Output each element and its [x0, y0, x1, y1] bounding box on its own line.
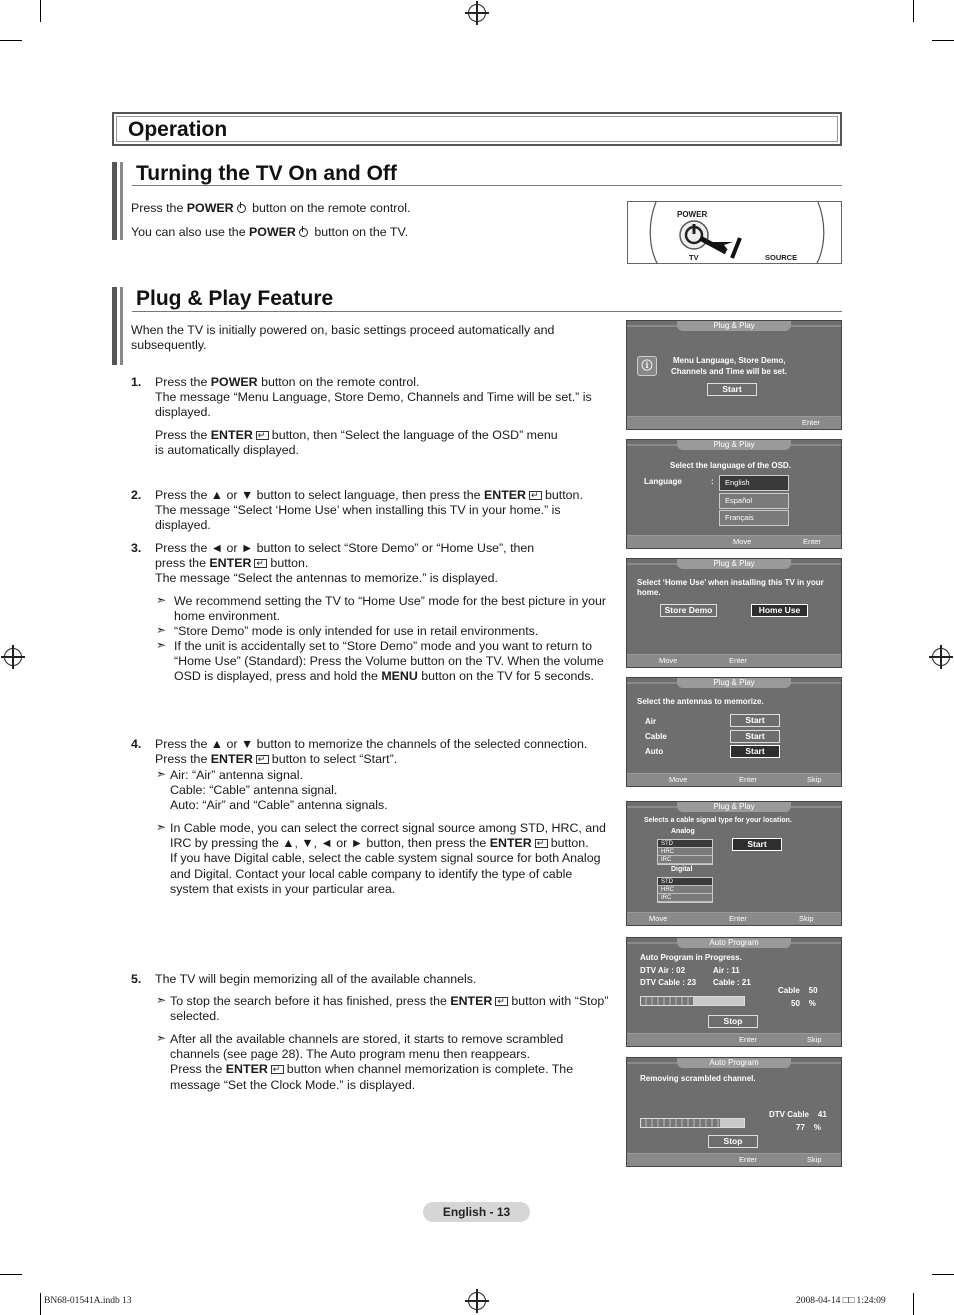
progress-percent: 77 % — [796, 1123, 821, 1132]
step-5-note-1: To stop the search before it has finished, press the ENTER↵ button with “Stop” selected. — [170, 994, 615, 1024]
step-3-note-1: We recommend setting the TV to “Home Use” mode for the best picture in your home environment. — [174, 594, 607, 624]
analog-signal-list[interactable] — [657, 839, 713, 865]
osd2-move-hint: Move — [733, 537, 752, 546]
scramble-removal-progress-bar — [640, 1118, 745, 1128]
language-label: Language — [644, 477, 682, 486]
osd-removing-scrambled — [626, 1057, 842, 1167]
osd4-skip-hint: Skip — [807, 775, 822, 784]
language-option-espanol[interactable]: Español — [719, 493, 789, 509]
progress-percent: 50 % — [791, 999, 816, 1008]
step-4-text: Press the ▲ or ▼ button to memorize the channels of the selected connection. Press the ENTER↵ button to select “Start”. — [155, 737, 610, 767]
osd3-message-2: home. — [637, 588, 661, 597]
antenna-cable-label: Cable — [645, 732, 667, 741]
step-4-number: 4. — [131, 737, 142, 751]
osd6-skip-hint: Skip — [807, 1035, 822, 1044]
digital-signal-list[interactable] — [657, 877, 713, 903]
air-start-button[interactable]: Start — [730, 714, 780, 727]
enter-icon — [256, 755, 269, 764]
language-option-english[interactable]: English — [719, 475, 789, 491]
osd-antenna-select — [626, 677, 842, 787]
power-icon — [299, 228, 308, 237]
osd2-message: Select the language of the OSD. — [670, 461, 791, 470]
osd5-skip-hint: Skip — [799, 914, 814, 923]
osd1-enter-hint: Enter — [802, 418, 820, 427]
remote-source-label: SOURCE — [765, 253, 798, 262]
digital-std-option[interactable]: STD — [658, 878, 712, 886]
note-arrow-icon: ➣ — [156, 1031, 167, 1045]
current-channel: DTV Cable 41 — [769, 1110, 827, 1119]
power-icon — [237, 204, 246, 213]
print-date-info: 2008-04-14 □□ 1:24:09 — [796, 1296, 886, 1306]
osd2-enter-hint: Enter — [803, 537, 821, 546]
language-colon: : — [711, 477, 714, 486]
osd4-message: Select the antennas to memorize. — [637, 697, 764, 706]
note-arrow-icon: ➣ — [156, 623, 167, 637]
enter-icon — [271, 1065, 284, 1074]
registration-mark-right — [932, 648, 950, 666]
note-arrow-icon: ➣ — [156, 593, 167, 607]
osd-language-select — [626, 439, 842, 549]
analog-std-option[interactable]: STD — [658, 840, 712, 848]
osd-plug-play-start — [626, 320, 842, 430]
registration-mark-bottom — [468, 1292, 486, 1310]
section-title: Operation — [128, 118, 228, 141]
registration-mark-top — [468, 4, 486, 22]
enter-icon — [254, 559, 267, 568]
step-5-number: 5. — [131, 972, 142, 986]
remote-power-label: POWER — [677, 210, 708, 219]
registration-mark-left — [4, 648, 22, 666]
language-option-francais[interactable]: Français — [719, 510, 789, 526]
enter-icon — [529, 491, 542, 500]
antenna-auto-label: Auto — [645, 747, 664, 756]
osd7-message: Removing scrambled channel. — [640, 1074, 756, 1083]
osd-cable-signal — [626, 801, 842, 926]
info-icon: ⓘ — [637, 356, 657, 376]
osd-auto-program-progress — [626, 937, 842, 1047]
osd-tab: Plug & Play — [677, 440, 791, 450]
osd3-enter-hint: Enter — [729, 656, 747, 665]
osd-tab: Plug & Play — [677, 678, 791, 688]
analog-irc-option[interactable]: IRC — [658, 856, 712, 864]
osd-tab: Plug & Play — [677, 559, 791, 569]
step-5-text: The TV will begin memorizing all of the available channels. — [155, 972, 477, 986]
auto-program-progress-bar — [640, 996, 745, 1006]
step-3-note-3: If the unit is accidentally set to “Store Demo” mode and you want to return to “Home Use” (Standard): Press the Volume button on the TV. When the volume OSD is displayed, press and hold the MENU button on the TV for 5 seconds. — [174, 639, 604, 684]
plug-title: Plug & Play Feature — [136, 287, 334, 310]
analog-label: Analog — [671, 828, 695, 835]
osd7-skip-hint: Skip — [807, 1155, 822, 1164]
auto-start-button[interactable]: Start — [730, 745, 780, 758]
page-number: English - 13 — [423, 1202, 530, 1222]
enter-icon — [256, 431, 269, 440]
enter-icon — [495, 997, 508, 1006]
osd6-enter-hint: Enter — [739, 1035, 757, 1044]
note-arrow-icon: ➣ — [156, 767, 167, 781]
osd-tab: Plug & Play — [677, 802, 791, 812]
antenna-air-label: Air — [645, 717, 657, 726]
analog-hrc-option[interactable]: HRC — [658, 848, 712, 856]
note-arrow-icon: ➣ — [156, 993, 167, 1007]
step-3-note-2: “Store Demo” mode is only intended for use in retail environments. — [174, 624, 539, 638]
turning-line-1: Press the POWER button on the remote control. — [131, 201, 411, 215]
osd3-message-1: Select ‘Home Use’ when installing this TV in your — [637, 578, 824, 587]
osd-tab: Auto Program — [677, 938, 791, 948]
osd-tab: Auto Program — [677, 1058, 791, 1068]
remote-tv-label: TV — [689, 253, 699, 262]
air-count: Air : 11 — [713, 966, 740, 975]
section-header-box — [112, 112, 842, 146]
remote-drawing — [628, 202, 842, 264]
plug-intro: When the TV is initially powered on, basic settings proceed automatically and subsequently. — [131, 323, 555, 353]
osd5-message: Selects a cable signal type for your location. — [644, 817, 792, 824]
step-1-text: Press the POWER button on the remote control. The message “Menu Language, Store Demo, Channels and Time will be set.” is displayed. Press the ENTER↵ button, then “Select the language of the OSD” menu is automatically displayed. — [155, 375, 610, 458]
step-2-text: Press the ▲ or ▼ button to select language, then press the ENTER↵ button. The message “Select ‘Home Use’ when installing this TV in your home.” is displayed. — [155, 488, 610, 534]
home-use-button[interactable]: Home Use — [751, 604, 808, 617]
stop-button[interactable]: Stop — [708, 1015, 758, 1028]
digital-label: Digital — [671, 866, 693, 873]
note-arrow-icon: ➣ — [156, 638, 167, 652]
cable-count: Cable : 21 — [713, 978, 751, 987]
osd1-message-2: Channels and Time will be set. — [671, 367, 787, 376]
osd5-move-hint: Move — [649, 914, 668, 923]
osd7-enter-hint: Enter — [739, 1155, 757, 1164]
step-4-antenna-list: Air: “Air” antenna signal. Cable: “Cable” antenna signal. Auto: “Air” and “Cable” antenna signals. — [170, 768, 388, 813]
enter-icon — [535, 839, 548, 848]
osd6-message: Auto Program in Progress. — [640, 953, 742, 962]
step-2-number: 2. — [131, 488, 142, 502]
osd4-move-hint: Move — [669, 775, 688, 784]
osd5-enter-hint: Enter — [729, 914, 747, 923]
note-arrow-icon: ➣ — [156, 820, 167, 834]
turning-title: Turning the TV On and Off — [136, 162, 397, 185]
start-button[interactable]: Start — [707, 383, 757, 396]
osd4-enter-hint: Enter — [739, 775, 757, 784]
current-channel: Cable 50 — [778, 986, 818, 995]
osd-tab: Plug & Play — [677, 321, 791, 331]
digital-hrc-option[interactable]: HRC — [658, 886, 712, 894]
digital-irc-option[interactable]: IRC — [658, 894, 712, 902]
step-3-text: Press the ◄ or ► button to select “Store Demo” or “Home Use”, then press the ENTER↵ button. The message “Select the antennas to memorize.” is displayed. — [155, 541, 610, 587]
cable-start-button[interactable]: Start — [730, 730, 780, 743]
store-demo-button[interactable]: Store Demo — [660, 604, 717, 617]
stop-button[interactable]: Stop — [708, 1135, 758, 1148]
step-5-note-2: After all the available channels are stored, it starts to remove scrambled channels (see page 28). The Auto program menu then reappears. Press the ENTER↵ button when channel memorization is complete. The message “Set the Clock Mode.” is displayed. — [170, 1032, 615, 1093]
osd3-move-hint: Move — [659, 656, 678, 665]
cable-start-button[interactable]: Start — [732, 838, 782, 851]
osd1-message-1: Menu Language, Store Demo, — [673, 356, 786, 365]
step-3-number: 3. — [131, 541, 142, 555]
turning-line-2: You can also use the POWER button on the TV. — [131, 225, 409, 239]
dtv-air-count: DTV Air : 02 — [640, 966, 686, 975]
print-file-info: BN68-01541A.indb 13 — [44, 1296, 132, 1306]
step-1-number: 1. — [131, 375, 142, 389]
remote-illustration — [627, 201, 842, 264]
osd-home-use — [626, 558, 842, 668]
dtv-cable-count: DTV Cable : 23 — [640, 978, 697, 987]
step-4-note: In Cable mode, you can select the correct signal source among STD, HRC, and IRC by pressing the ▲, ▼, ◄ or ► button, then press the ENTER↵ button. If you have Digital cable, select the cable system signal source for both Analog and Digital. Contact your local cable company to identify the type of cable system that exists in your particular area. — [170, 821, 615, 897]
